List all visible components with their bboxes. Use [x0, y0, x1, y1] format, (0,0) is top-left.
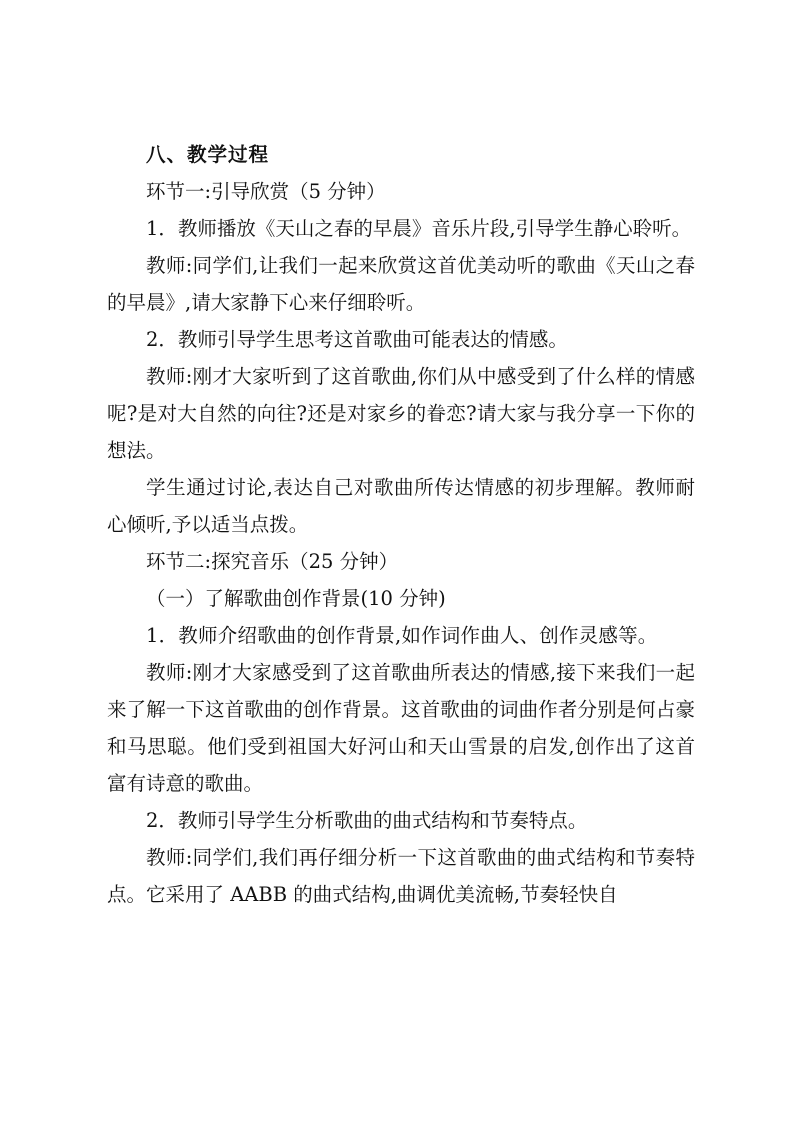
paragraph-teacher-1: 教师:同学们,让我们一起来欣赏这首优美动听的歌曲《天山之春的早晨》,请大家静下心来仔细聆听。: [107, 254, 695, 314]
paragraph-step-2: 2．教师引导学生思考这首歌曲可能表达的情感。: [146, 328, 568, 351]
document-page: [107, 136, 695, 913]
stage-two-title: 环节二:探究音乐（25 分钟）: [146, 550, 399, 573]
paragraph-students: 学生通过讨论,表达自己对歌曲所传达情感的初步理解。教师耐心倾听,予以适当点拨。: [107, 476, 695, 536]
paragraph-teacher-4: 教师:同学们,我们再仔细分析一下这首歌曲的曲式结构和节奏特点。它采用了 AABB 的曲式结构,曲调优美流畅,节奏轻快自: [107, 846, 695, 906]
paragraph-step-4: 2．教师引导学生分析歌曲的曲式结构和节奏特点。: [146, 809, 588, 832]
paragraph-teacher-2: 教师:刚才大家听到了这首歌曲,你们从中感受到了什么样的情感呢?是对大自然的向往?还是对家乡的眷恋?请大家与我分享一下你的想法。: [107, 365, 695, 462]
paragraph-teacher-3: 教师:刚才大家感受到了这首歌曲所表达的情感,接下来我们一起来了解一下这首歌曲的创作背景。这首歌曲的词曲作者分别是何占豪和马思聪。他们受到祖国大好河山和天山雪景的启发,创作出了这首富有诗意的歌曲。: [107, 661, 695, 795]
paragraph-step-3: 1．教师介绍歌曲的创作背景,如作词作曲人、创作灵感等。: [146, 624, 658, 647]
stage-one-title: 环节一:引导欣赏（5 分钟）: [146, 180, 386, 203]
section-heading: 八、教学过程: [146, 143, 270, 166]
subsection-title: （一）了解歌曲创作背景(10 分钟): [146, 587, 446, 610]
paragraph-step-1: 1．教师播放《天山之春的早晨》音乐片段,引导学生静心聆听。: [146, 217, 692, 240]
